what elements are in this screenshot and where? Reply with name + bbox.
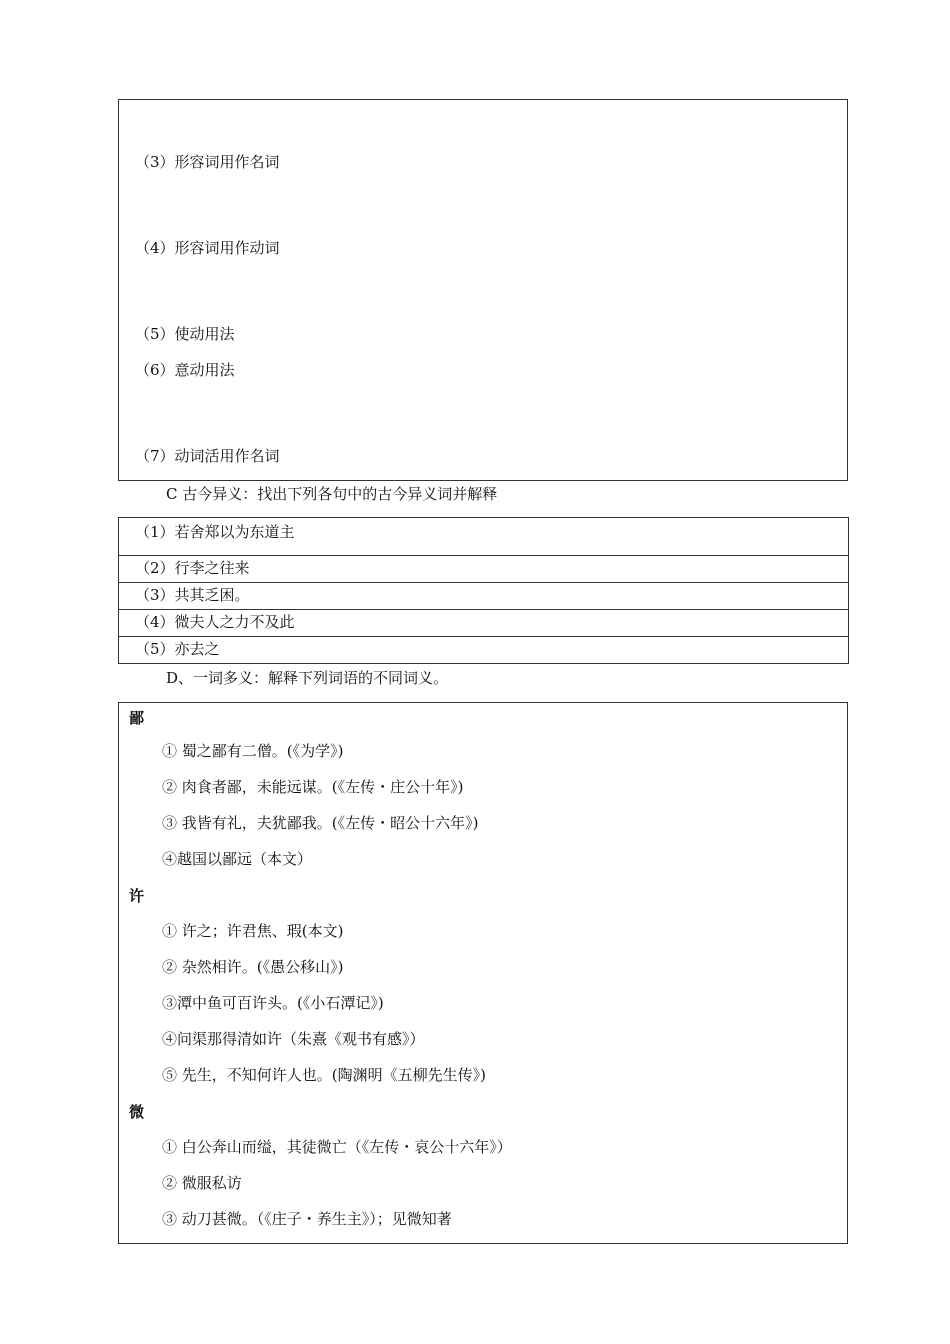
table-row — [119, 556, 849, 583]
example-line: ③潭中鱼可百许头。(《小石潭记》) — [162, 994, 384, 1012]
table-cell: （4）微夫人之力不及此 — [119, 610, 849, 637]
table-cell: （3）共其乏困。 — [119, 583, 849, 610]
table-row — [119, 583, 849, 610]
example-line: ④越国以鄙远（本文） — [162, 850, 313, 868]
example-line: ② 肉食者鄙，未能远谋。(《左传・庄公十年》) — [162, 778, 464, 796]
term-label: 鄙 — [129, 709, 145, 727]
usage-item: （4）形容词用作动词 — [135, 239, 280, 257]
table-cell: （1）若舍郑以为东道主 — [119, 518, 849, 556]
table-cell: （5）亦去之 — [119, 637, 849, 664]
example-line: ③ 动刀甚微。（《庄子・养生主》）；见微知著 — [162, 1210, 452, 1228]
ancient-modern-table — [118, 517, 849, 664]
example-line: ① 白公奔山而缢，其徒微亡（《左传・哀公十六年》） — [162, 1138, 512, 1156]
usage-item: （3）形容词用作名词 — [135, 153, 280, 171]
table-row — [119, 610, 849, 637]
example-line: ② 杂然相许。(《愚公移山》) — [162, 958, 344, 976]
example-line: ② 微服私访 — [162, 1174, 242, 1192]
section-c-heading: C 古今异义：找出下列各句中的古今异义词并解释 — [166, 485, 498, 503]
example-line: ③ 我皆有礼，夫犹鄙我。(《左传・昭公十六年》) — [162, 814, 479, 832]
table-row — [119, 637, 849, 664]
table-row — [119, 518, 849, 556]
usage-box — [118, 99, 848, 481]
example-line: ④问渠那得清如许（朱熹《观书有感》） — [162, 1030, 425, 1048]
section-d-heading: D、一词多义：解释下列词语的不同词义。 — [166, 669, 449, 687]
term-label: 许 — [129, 887, 145, 905]
example-line: ⑤ 先生，不知何许人也。(陶渊明《五柳先生传》) — [162, 1066, 486, 1084]
usage-item: （7）动词活用作名词 — [135, 447, 280, 465]
usage-item: （5）使动用法 — [135, 325, 235, 343]
example-line: ① 蜀之鄙有二僧。(《为学》) — [162, 742, 344, 760]
polysemy-box — [118, 702, 848, 1244]
term-label: 微 — [129, 1103, 145, 1121]
example-line: ① 许之；许君焦、瑕(本文) — [162, 922, 344, 940]
usage-item: （6）意动用法 — [135, 361, 235, 379]
table-cell: （2）行李之往来 — [119, 556, 849, 583]
